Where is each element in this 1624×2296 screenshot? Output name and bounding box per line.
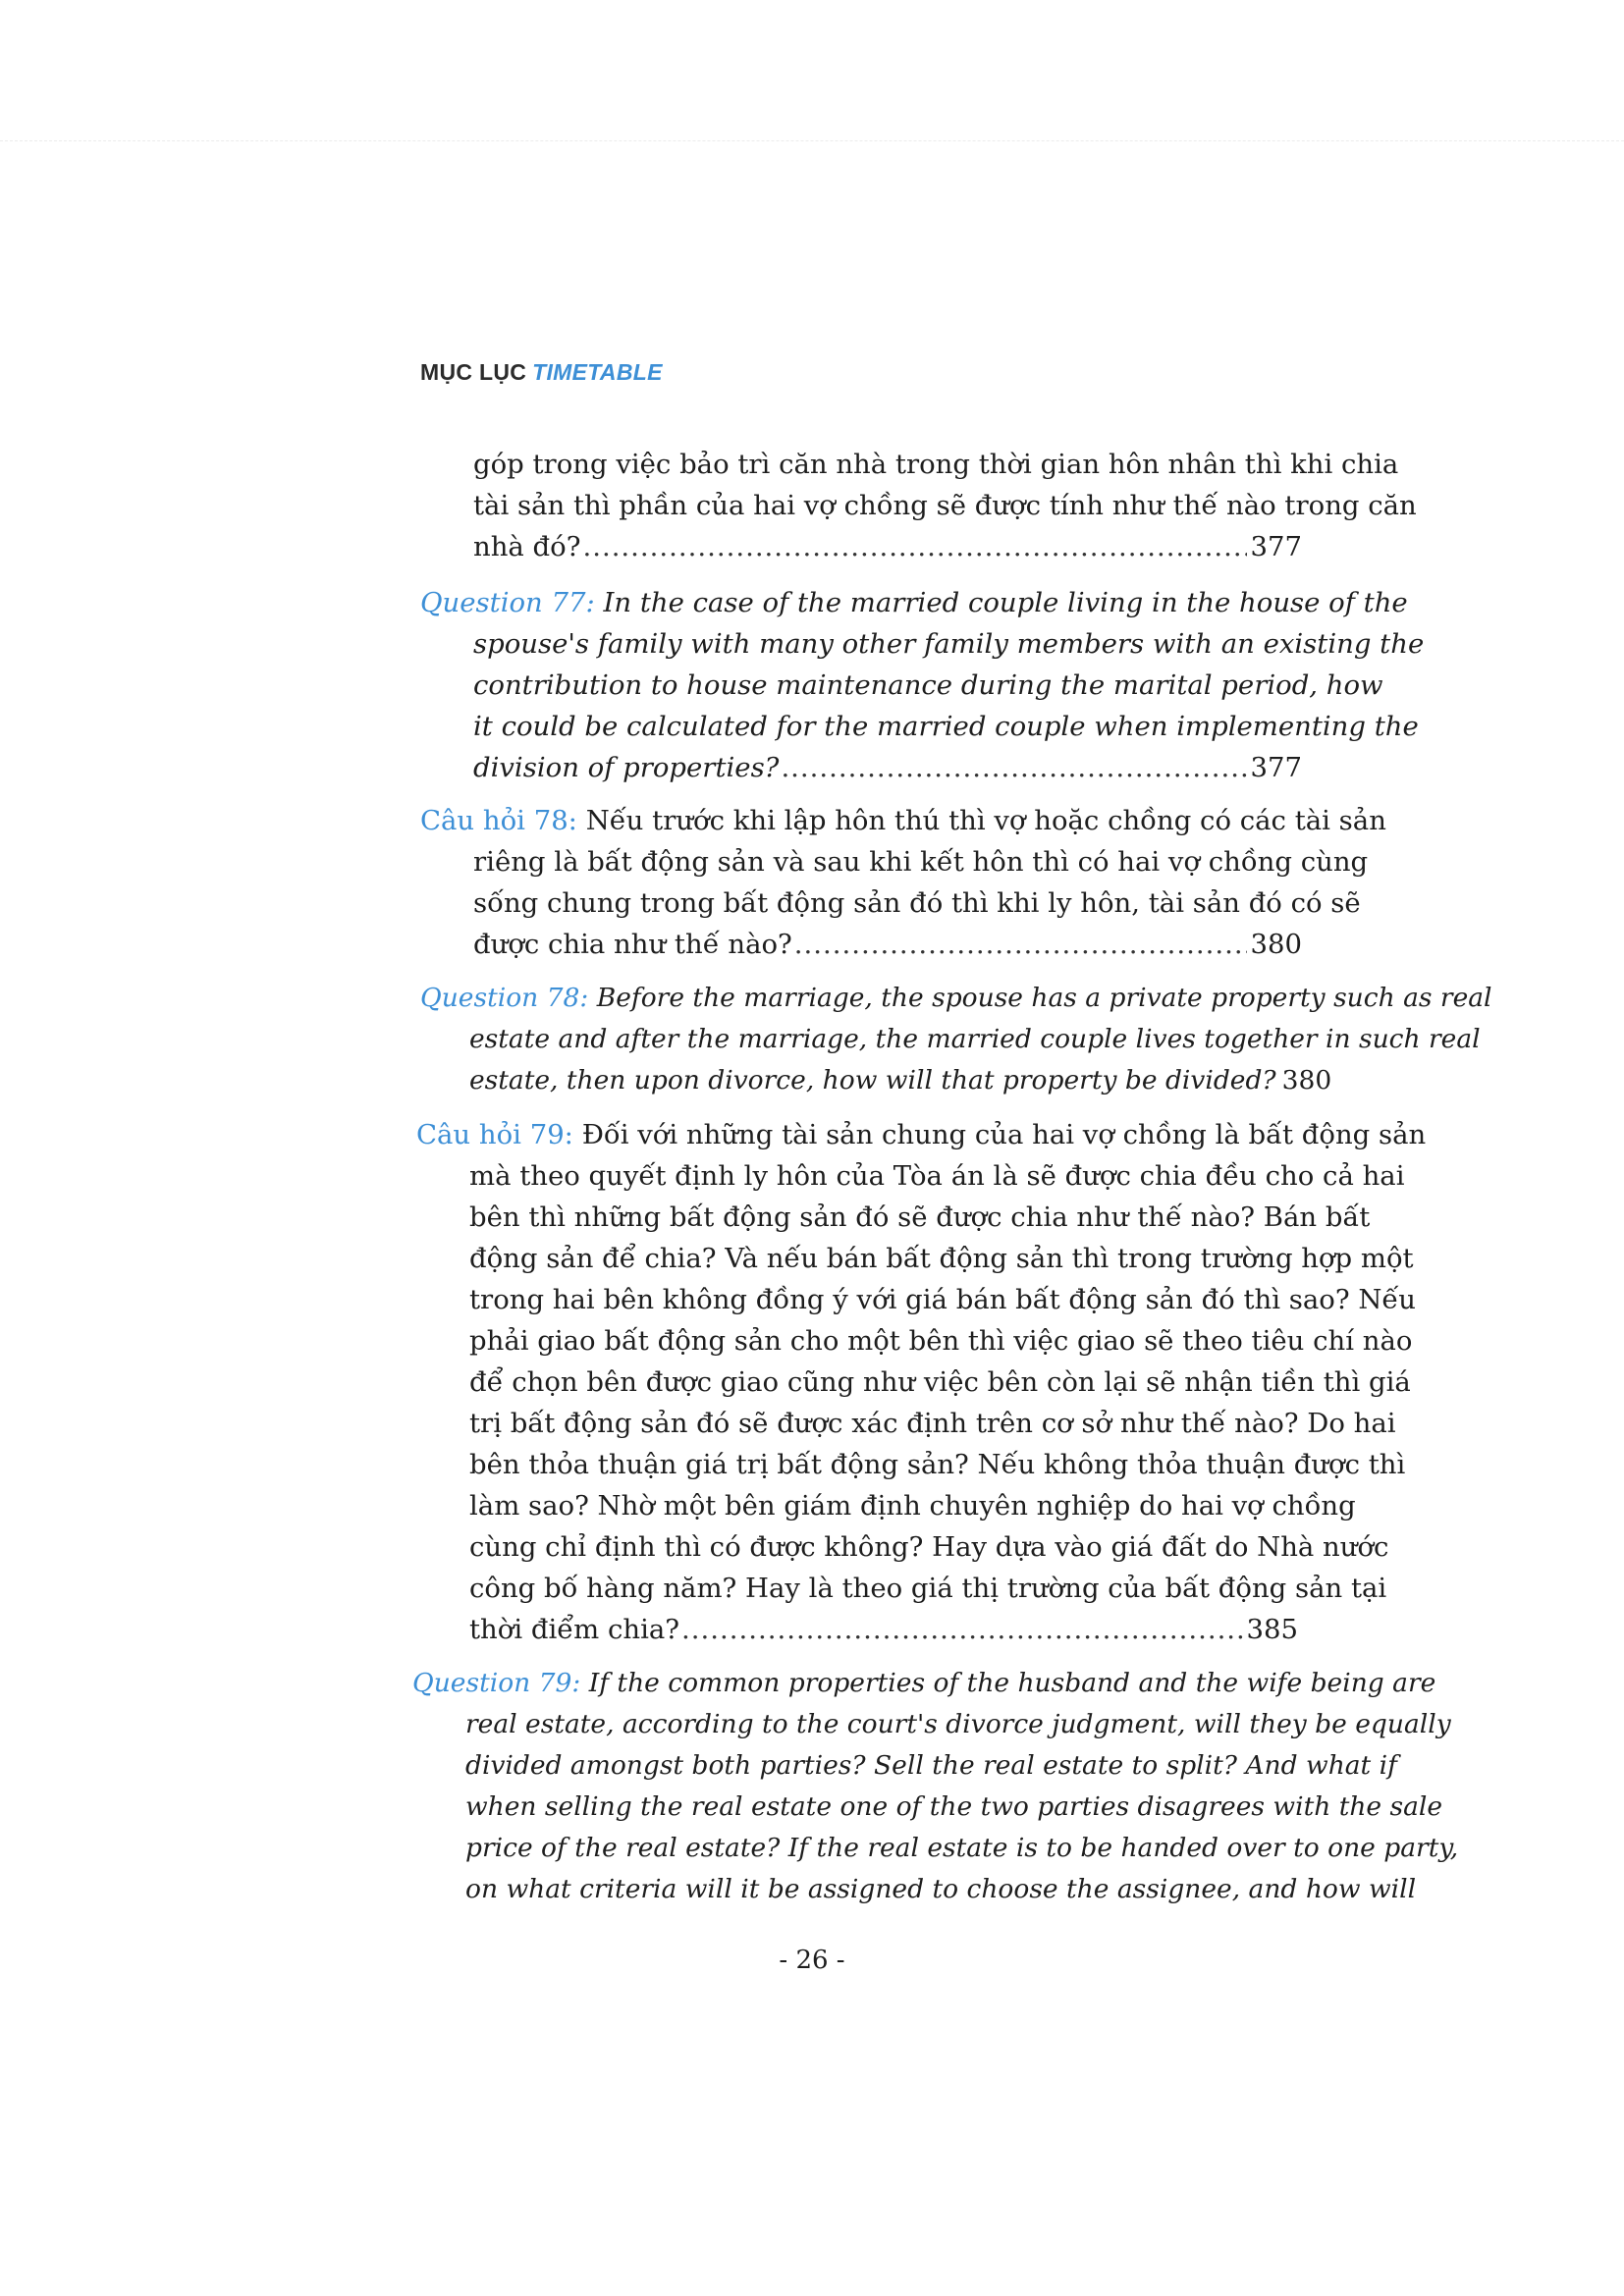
toc-entry-text-line: on what criteria will it be assigned to choose the assignee, and how will <box>465 1874 1417 1904</box>
scan-edge-line <box>0 140 1624 141</box>
toc-entry-text-line: bên thỏa thuận giá trị bất động sản? Nếu không thỏa thuận được thì <box>469 1449 1406 1480</box>
header-title: MỤC LỤC <box>420 359 527 385</box>
toc-entry-last-text: nhà đó? <box>473 531 581 562</box>
toc-entry-text-line: động sản để chia? Và nếu bán bất động sản thì trong trường hợp một <box>469 1243 1414 1274</box>
toc-entry-text-line: it could be calculated for the married couple when implementing the <box>473 711 1419 742</box>
toc-entry-text-line: trong hai bên không đồng ý với giá bán bất động sản đó thì sao? Nếu <box>469 1284 1417 1315</box>
toc-page-ref: 377 <box>1250 531 1302 562</box>
toc-page-ref: 380 <box>1250 929 1302 960</box>
toc-entry-leader-line[interactable] <box>473 924 1302 965</box>
toc-entry-leader-line[interactable] <box>469 1060 1332 1101</box>
toc-entry-leader-line[interactable] <box>473 526 1302 567</box>
toc-entry-first-line <box>412 1663 1435 1704</box>
toc-page-ref: 377 <box>1250 752 1302 783</box>
toc-entry-label: Câu hỏi 79: <box>416 1119 573 1150</box>
toc-entry-text: If the common properties of the husband and the wife being are <box>588 1668 1436 1698</box>
page-header <box>420 359 663 386</box>
toc-entry-text-line: real estate, according to the court's divorce judgment, will they be equally <box>465 1709 1451 1739</box>
toc-entry-text-line: bên thì những bất động sản đó sẽ được chia như thế nào? Bán bất <box>469 1201 1371 1233</box>
toc-entry-text-line: góp trong việc bảo trì căn nhà trong thời gian hôn nhân thì khi chia <box>473 449 1399 480</box>
toc-entry-text-line: cùng chỉ định thì có được không? Hay dựa vào giá đất do Nhà nước <box>469 1531 1389 1563</box>
toc-entry-label: Question 77: <box>420 587 595 618</box>
toc-entry-text-line: trị bất động sản đó sẽ được xác định trên cơ sở như thế nào? Do hai <box>469 1408 1396 1439</box>
toc-entry-text-line: làm sao? Nhờ một bên giám định chuyên nghiệp do hai vợ chồng <box>469 1490 1356 1522</box>
toc-entry-text: Nếu trước khi lập hôn thú thì vợ hoặc chồng có các tài sản <box>585 805 1386 836</box>
toc-entry-last-text: division of properties? <box>473 752 780 783</box>
toc-entry-text-line: tài sản thì phần của hai vợ chồng sẽ được tính như thế nào trong căn <box>473 490 1417 521</box>
toc-entry-label: Question 78: <box>420 983 589 1013</box>
toc-entry-text-line: estate and after the marriage, the married couple lives together in such real <box>469 1024 1481 1054</box>
toc-entry-text-line: sống chung trong bất động sản đó thì khi ly hôn, tài sản đó có sẽ <box>473 887 1361 919</box>
toc-entry-text-line: để chọn bên được giao cũng như việc bên còn lại sẽ nhận tiền thì giá <box>469 1366 1411 1398</box>
toc-entry-text-line: mà theo quyết định ly hôn của Tòa án là sẽ được chia đều cho cả hai <box>469 1160 1405 1192</box>
toc-entry-text-line: divided amongst both parties? Sell the real estate to split? And what if <box>465 1750 1397 1781</box>
toc-entry-first-line <box>416 1114 1426 1155</box>
toc-entry-last-text: estate, then upon divorce, how will that property be divided? <box>469 1065 1276 1095</box>
toc-entry-text: In the case of the married couple living in the house of the <box>603 587 1408 618</box>
dot-leader <box>681 1609 1242 1650</box>
toc-entry-text-line: công bố hàng năm? Hay là theo giá thị trường của bất động sản tại <box>469 1573 1387 1604</box>
toc-entry-text-line: price of the real estate? If the real estate is to be handed over to one party, <box>465 1833 1459 1863</box>
toc-entry-first-line <box>420 978 1492 1019</box>
toc-page-ref: 380 <box>1281 1065 1332 1095</box>
toc-entry-text-line: spouse's family with many other family members with an existing the <box>473 628 1425 660</box>
toc-entry-leader-line[interactable] <box>469 1609 1298 1650</box>
toc-entry-first-line <box>420 582 1408 623</box>
toc-entry-last-text: thời điểm chia? <box>469 1614 680 1645</box>
toc-entry-text-line: when selling the real estate one of the two parties disagrees with the sale <box>465 1791 1443 1822</box>
page-number: - 26 - <box>779 1946 845 1975</box>
toc-entry-text-line: phải giao bất động sản cho một bên thì việc giao sẽ theo tiêu chí nào <box>469 1325 1413 1357</box>
dot-leader <box>781 747 1246 788</box>
dot-leader <box>794 924 1247 965</box>
toc-entry-text: Đối với những tài sản chung của hai vợ chồng là bất động sản <box>581 1119 1427 1150</box>
toc-entry-last-text: được chia như thế nào? <box>473 929 792 960</box>
toc-page-ref: 385 <box>1246 1614 1298 1645</box>
toc-entry-text: Before the marriage, the spouse has a private property such as real <box>596 983 1492 1013</box>
toc-entry-leader-line[interactable] <box>473 747 1302 788</box>
toc-entry-label: Question 79: <box>412 1668 581 1698</box>
toc-entry-first-line <box>420 800 1386 841</box>
toc-entry-label: Câu hỏi 78: <box>420 805 577 836</box>
toc-entry-text-line: riêng là bất động sản và sau khi kết hôn thì có hai vợ chồng cùng <box>473 846 1369 878</box>
toc-entry-text-line: contribution to house maintenance during the marital period, how <box>473 669 1383 701</box>
header-subtitle: TIMETABLE <box>532 359 663 385</box>
dot-leader <box>582 526 1246 567</box>
